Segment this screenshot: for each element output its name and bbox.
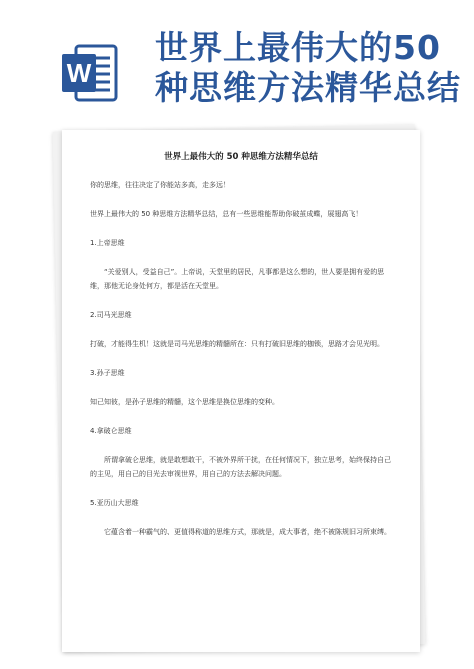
document-body (90, 178, 392, 554)
section-heading: 3.孙子思维 (90, 369, 125, 377)
document-title: 世界上最伟大的 50 种思维方法精华总结 (164, 152, 318, 162)
paragraph: 所谓拿破仑思维，就是敢想敢干，不被外界所干扰，在任何情况下，独立思考，始终保持自己的主见，用自己的目光去审视世界，用自己的方法去解决问题。 (90, 456, 391, 478)
paragraph: 打破，才能得生机！这就是司马光思维的精髓所在：只有打破旧思维的枷锁，思路才会见光明。 (90, 340, 384, 348)
banner-title: 世界上最伟大的50种思维方法精华总结 (155, 28, 461, 107)
paragraph: 你的思维，往往决定了你能站多高，走多远！ (90, 181, 230, 189)
word-doc-icon (60, 42, 120, 104)
paragraph: 它蕴含着一种霸气的、更值得称道的思维方式，那就是，成大事者，绝不被陈规旧习所束缚。 (104, 528, 391, 536)
svg-text:W: W (66, 58, 92, 88)
section-heading: 5.亚历山大思维 (90, 499, 139, 507)
section-heading: 2.司马光思维 (90, 311, 132, 319)
section-heading: 4.拿破仑思维 (90, 427, 132, 435)
paragraph: 世界上最伟大的 50 种思维方法精华总结，总有一些思维能帮助你破茧成蝶，展翅高飞！ (90, 210, 363, 218)
paragraph: “关爱别人，受益自己”。上帝说，天堂里的居民，凡事都是这么想的，世人要是拥有爱的思维，那他无论身处何方，都是活在天堂里。 (90, 268, 385, 290)
document-page (62, 130, 420, 652)
paragraph: 知己知彼，是孙子思维的精髓，这个思维是换位思维的变种。 (90, 398, 279, 406)
banner (0, 0, 474, 140)
section-heading: 1.上帝思维 (90, 239, 125, 247)
